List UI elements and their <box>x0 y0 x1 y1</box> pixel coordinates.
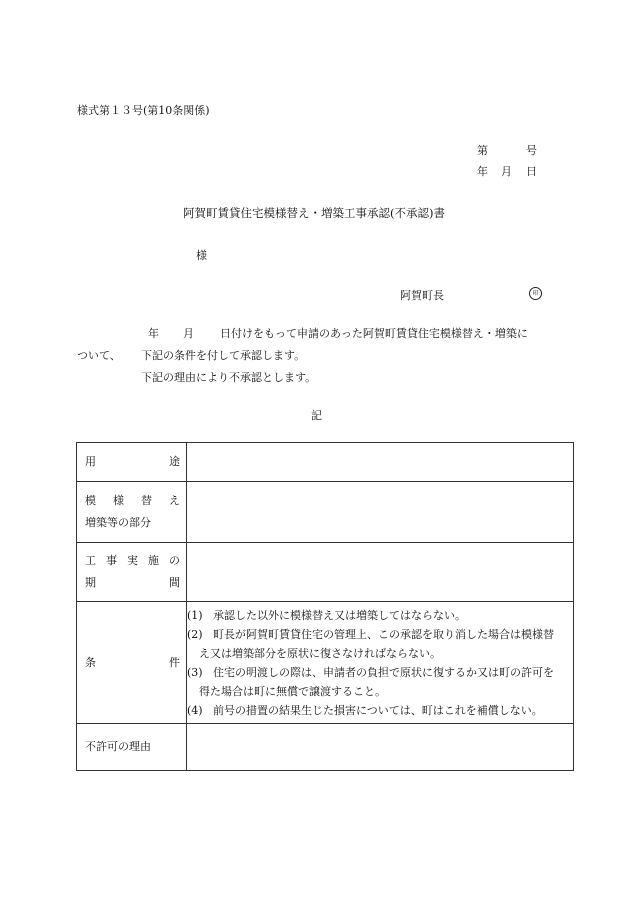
condition-item <box>187 606 573 625</box>
condition-text: 住宅の明渡しの際は、申請者の負担で原状に復するか又は町の許可を <box>213 665 554 679</box>
table-row-conditions <box>77 602 574 724</box>
period-label-char: 施 <box>148 554 159 567</box>
remodel-label-char: 替 <box>141 494 152 507</box>
conditions-label <box>77 602 187 724</box>
condition-number: (2) <box>187 627 203 641</box>
remodel-label-line-2: 増築等の部分 <box>85 516 151 529</box>
period-label <box>77 543 187 602</box>
condition-item <box>187 625 573 644</box>
issuer-name: 阿賀町長 <box>400 289 444 302</box>
table-row-remodel <box>77 482 574 543</box>
conditions-label-char: 件 <box>169 655 180 669</box>
period-label-char: 事 <box>106 554 117 567</box>
usage-label-char: 途 <box>169 455 180 468</box>
condition-number: (1) <box>187 608 203 622</box>
conditions-list <box>187 602 574 724</box>
period-value[interactable] <box>187 543 574 602</box>
usage-value[interactable] <box>187 443 574 482</box>
condition-continuation <box>187 644 573 663</box>
body-text-line-1: 日付けをもって申請のあった阿賀町賃貸住宅模様替え・増築に <box>220 327 528 340</box>
condition-number: (3) <box>187 665 203 679</box>
body-year-label: 年 <box>148 327 159 340</box>
remodel-label <box>77 482 187 543</box>
usage-label <box>77 443 187 482</box>
date-month-label: 月 <box>501 165 512 178</box>
period-label-char: 間 <box>169 576 180 589</box>
condition-text: 得た場合は町に無償で譲渡すること。 <box>199 684 386 698</box>
addressee-suffix: 様 <box>196 249 207 262</box>
body-month-label: 月 <box>183 327 194 340</box>
date-year-label: 年 <box>477 165 488 178</box>
document-title: 阿賀町賃貸住宅模様替え・増築工事承認(不承認)書 <box>183 206 445 220</box>
disapproval-label <box>77 724 187 771</box>
conditions-label-char: 条 <box>85 655 96 669</box>
table-row-usage <box>77 443 574 482</box>
disapproval-label-text: 不許可の理由 <box>85 740 151 753</box>
condition-text: 承認した以外に模様替え又は増築してはならない。 <box>213 608 466 622</box>
period-label-char: の <box>169 554 180 567</box>
details-table <box>76 442 574 771</box>
body-text-line-2-prefix: ついて、 <box>77 349 121 362</box>
remodel-label-char: 様 <box>113 494 124 507</box>
condition-item <box>187 663 573 682</box>
table-row-period <box>77 543 574 602</box>
condition-number: (4) <box>187 703 203 717</box>
period-label-char: 期 <box>85 576 96 589</box>
remodel-value[interactable] <box>187 482 574 543</box>
period-label-char: 工 <box>85 554 96 567</box>
condition-text: 前号の措置の結果生じた損害については、町はこれを補償しない。 <box>213 703 543 717</box>
condition-item <box>187 701 573 720</box>
condition-text: 町長が阿賀町賃貸住宅の管理上、この承認を取り消した場合は模様替 <box>213 627 554 641</box>
document-number-label: 第 <box>477 144 488 157</box>
usage-label-char: 用 <box>85 455 96 468</box>
body-text-approval: 下記の条件を付して承認します。 <box>141 349 306 362</box>
body-text-disapproval: 下記の理由により不承認とします。 <box>141 371 317 384</box>
date-day-label: 日 <box>526 165 537 178</box>
table-row-disapproval <box>77 724 574 771</box>
remodel-label-char: え <box>169 494 180 507</box>
disapproval-value[interactable] <box>187 724 574 771</box>
ki-heading: 記 <box>311 409 322 422</box>
period-label-char: 実 <box>127 554 138 567</box>
form-number: 様式第１３号(第10条関係) <box>77 104 210 117</box>
remodel-label-char: 模 <box>85 494 96 507</box>
condition-continuation <box>187 682 573 701</box>
document-number-suffix: 号 <box>526 144 537 157</box>
condition-text: え又は増築部分を原状に復さなければならない。 <box>199 646 441 660</box>
seal-icon: 印 <box>529 287 542 300</box>
